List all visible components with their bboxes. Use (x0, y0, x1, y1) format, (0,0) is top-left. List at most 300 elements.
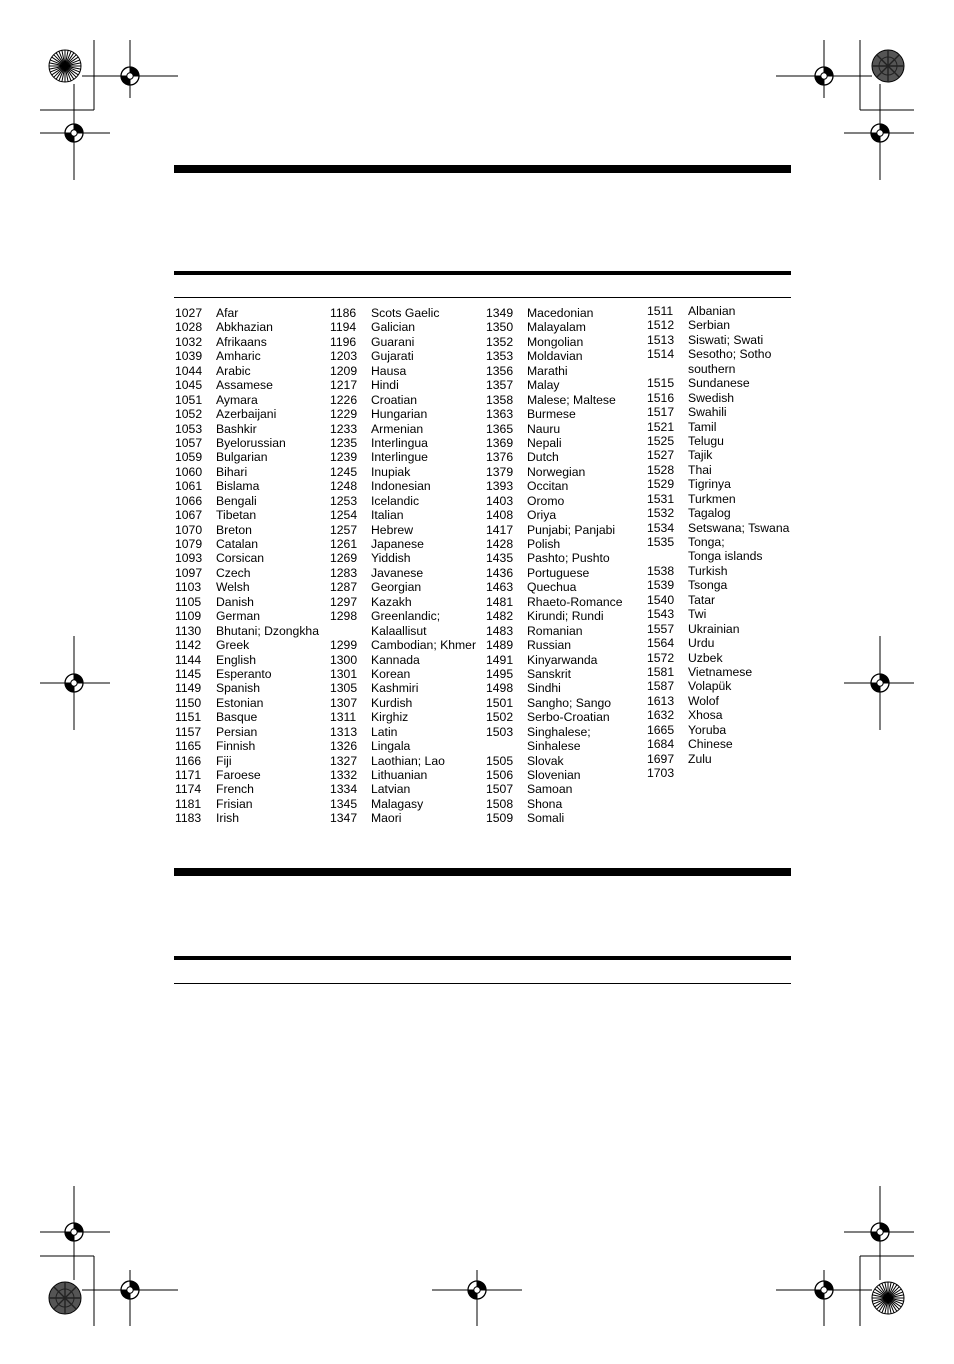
language-name: Indonesian (371, 479, 431, 494)
language-code-row (175, 725, 335, 739)
language-code-row (486, 422, 646, 436)
language-code-row (175, 523, 335, 537)
language-name: Volapük (688, 679, 732, 694)
language-name: Pashto; Pushto (527, 551, 610, 566)
language-name: Romanian (527, 623, 583, 638)
language-code-row (647, 723, 807, 737)
language-name: Afar (216, 306, 239, 320)
language-code: 1501 (486, 695, 514, 710)
language-name: Uzbek (688, 650, 723, 665)
language-code-row (330, 580, 490, 594)
language-name: Ukrainian (688, 621, 740, 636)
language-name: Esperanto (216, 666, 272, 681)
language-code-row (486, 710, 646, 724)
language-code-row (175, 537, 335, 551)
language-name: Mongolian (527, 334, 584, 349)
language-code-row (486, 754, 646, 768)
language-name: Latvian (371, 782, 411, 797)
language-name: Wolof (688, 693, 719, 708)
language-code: 1254 (330, 508, 358, 523)
language-code-row (486, 580, 646, 594)
language-code: 1235 (330, 435, 358, 450)
language-code: 1528 (647, 462, 675, 477)
language-code-row (330, 306, 490, 320)
language-name: Basque (216, 710, 258, 725)
language-code-row (330, 407, 490, 421)
language-code: 1166 (175, 753, 202, 768)
language-name: Quechua (527, 580, 577, 595)
language-name: Tajik (688, 448, 713, 463)
language-code: 1103 (175, 580, 202, 595)
language-name: Sangho; Sango (527, 695, 612, 710)
language-code-row (647, 521, 807, 535)
language-code: 1527 (647, 448, 675, 463)
language-code-row (486, 537, 646, 551)
language-code-row (330, 465, 490, 479)
language-name: Breton (216, 522, 252, 537)
language-code: 1408 (486, 508, 514, 523)
language-code-row (486, 782, 646, 796)
language-code: 1564 (647, 636, 675, 651)
language-code: 1613 (647, 693, 675, 708)
language-code-row (175, 710, 335, 724)
language-code-row (175, 595, 335, 609)
language-code-row (647, 362, 807, 376)
language-name: Spanish (216, 681, 261, 696)
language-code-row (647, 420, 807, 434)
language-code-row (486, 768, 646, 782)
language-name: Polish (527, 537, 561, 551)
language-code-row (486, 811, 646, 825)
language-name: Oromo (527, 493, 565, 508)
language-code-row (486, 797, 646, 811)
language-name: Burmese (527, 407, 576, 422)
language-name: Latin (371, 724, 398, 739)
language-code: 1109 (175, 609, 202, 624)
language-code: 1379 (486, 464, 514, 479)
language-code: 1203 (330, 349, 358, 364)
language-code-row (175, 739, 335, 753)
language-code: 1027 (175, 306, 203, 320)
language-name: Telugu (688, 433, 724, 448)
language-name: Portuguese (527, 565, 590, 580)
language-code: 1028 (175, 320, 203, 335)
language-code-row (330, 667, 490, 681)
language-name: Hausa (371, 363, 407, 378)
language-name: Interlingue (371, 450, 428, 465)
language-code-row (486, 306, 646, 320)
language-name: Icelandic (371, 493, 420, 508)
language-code: 1521 (647, 419, 675, 434)
language-name: Albanian (688, 304, 736, 318)
language-code: 1032 (175, 334, 203, 349)
language-code: 1507 (486, 782, 514, 797)
language-code: 1514 (647, 347, 675, 362)
language-name: Turkmen (688, 491, 736, 506)
language-code: 1482 (486, 609, 514, 624)
language-code-row (486, 609, 646, 623)
language-code: 1557 (647, 621, 675, 636)
language-name: Punjabi; Panjabi (527, 522, 616, 537)
language-name: Greek (216, 638, 250, 653)
language-code: 1502 (486, 710, 514, 725)
language-code-row (175, 566, 335, 580)
language-code: 1535 (647, 535, 675, 549)
language-name: Turkish (688, 563, 728, 578)
language-name: Interlingua (371, 435, 428, 450)
language-code-row (647, 347, 807, 361)
language-code: 1142 (175, 638, 202, 653)
language-code-row (330, 349, 490, 363)
language-name: Scots Gaelic (371, 306, 440, 320)
language-name: Serbian (688, 318, 731, 333)
language-code: 1517 (647, 405, 675, 420)
language-name: Bulgarian (216, 450, 268, 465)
language-code-row (175, 624, 335, 638)
language-code: 1287 (330, 580, 358, 595)
language-code-row (330, 595, 490, 609)
language-code-row (647, 694, 807, 708)
language-code: 1506 (486, 768, 514, 782)
language-name: Bhutani; Dzongkha (216, 623, 319, 638)
language-code-row (647, 766, 807, 780)
language-code-row (330, 450, 490, 464)
language-name: French (216, 782, 254, 797)
language-code-row (175, 422, 335, 436)
language-code: 1587 (647, 679, 675, 694)
language-code-row (330, 422, 490, 436)
language-code: 1248 (330, 479, 358, 494)
language-name: Hungarian (371, 407, 428, 422)
language-code: 1097 (175, 565, 203, 580)
language-code-row (486, 465, 646, 479)
language-code-row (330, 335, 490, 349)
language-name: Occitan (527, 479, 569, 494)
language-name: Catalan (216, 537, 259, 551)
language-code-row (175, 407, 335, 421)
language-code-row (330, 653, 490, 667)
language-name: Georgian (371, 580, 422, 595)
language-name: Urdu (688, 636, 715, 651)
language-name: Kurdish (371, 695, 413, 710)
language-name: Assamese (216, 378, 273, 393)
language-name: Vietnamese (688, 664, 753, 679)
language-code: 1061 (175, 479, 203, 494)
language-name: Siswati; Swati (688, 332, 764, 347)
language-code: 1327 (330, 753, 358, 768)
language-code-row (647, 636, 807, 650)
language-name: Korean (371, 666, 411, 681)
language-code-row (647, 564, 807, 578)
language-code: 1483 (486, 623, 514, 638)
language-code-row (486, 551, 646, 565)
language-code: 1297 (330, 594, 358, 609)
language-code: 1525 (647, 433, 675, 448)
language-code: 1509 (486, 811, 514, 826)
language-name: Swedish (688, 390, 735, 405)
language-code-row (647, 318, 807, 332)
language-code: 1217 (330, 378, 358, 393)
language-name: Nauru (527, 421, 561, 436)
language-code: 1417 (486, 522, 514, 537)
language-code-row (175, 638, 335, 652)
language-code-row (175, 782, 335, 796)
language-code: 1326 (330, 739, 358, 754)
language-code-row (647, 477, 807, 491)
language-code: 1531 (647, 491, 675, 506)
language-code-row (175, 696, 335, 710)
language-code: 1079 (175, 537, 203, 551)
language-code: 1298 (330, 609, 358, 624)
language-code-row (330, 378, 490, 392)
language-code-row (647, 593, 807, 607)
language-code: 1171 (175, 768, 202, 782)
language-code: 1498 (486, 681, 514, 696)
language-code: 1283 (330, 565, 358, 580)
language-name: Amharic (216, 349, 261, 364)
language-code-row (175, 580, 335, 594)
language-code: 1334 (330, 782, 358, 797)
language-code-row (486, 494, 646, 508)
language-code: 1145 (175, 666, 202, 681)
language-code-row (647, 506, 807, 520)
language-name: Abkhazian (216, 320, 273, 335)
language-code-row (647, 665, 807, 679)
language-code: 1363 (486, 407, 514, 422)
language-name: Norwegian (527, 464, 586, 479)
language-name: Tatar (688, 592, 716, 607)
language-code-row (175, 306, 335, 320)
language-name: Swahili (688, 405, 727, 420)
language-code-row (486, 320, 646, 334)
language-code-row (647, 549, 807, 563)
language-code: 1435 (486, 551, 514, 566)
language-code-row (330, 782, 490, 796)
language-code-row (486, 667, 646, 681)
language-name: Croatian (371, 392, 418, 407)
language-code-row (175, 508, 335, 522)
language-code-row (330, 393, 490, 407)
language-code-row (486, 696, 646, 710)
language-name: Kannada (371, 652, 420, 667)
language-code: 1051 (175, 392, 203, 407)
language-name: Azerbaijani (216, 407, 277, 422)
language-code: 1516 (647, 390, 675, 405)
language-code-row (486, 450, 646, 464)
language-name: Tonga islands (688, 549, 763, 564)
language-code: 1057 (175, 435, 203, 450)
language-name: Moldavian (527, 349, 583, 364)
language-code: 1045 (175, 378, 203, 393)
table-rule-bottom (174, 956, 791, 960)
language-code-row (330, 508, 490, 522)
language-code: 1350 (486, 320, 514, 335)
language-code: 1503 (486, 724, 514, 739)
table-footer-rule (174, 983, 791, 984)
language-code: 1151 (175, 710, 202, 725)
language-name: Aymara (216, 392, 258, 407)
language-name: Finnish (216, 739, 256, 754)
language-code: 1149 (175, 681, 202, 696)
language-code: 1067 (175, 508, 203, 523)
language-code-row (486, 681, 646, 695)
language-code: 1053 (175, 421, 203, 436)
language-code: 1436 (486, 565, 514, 580)
language-name: Malagasy (371, 796, 424, 811)
language-code-row (175, 479, 335, 493)
section-rule-bottom (174, 868, 791, 876)
language-code-row (486, 335, 646, 349)
language-code-row (330, 624, 490, 638)
language-name: southern (688, 361, 736, 376)
language-code: 1581 (647, 664, 675, 679)
language-code: 1529 (647, 477, 675, 492)
language-code-row (486, 436, 646, 450)
language-code: 1491 (486, 652, 514, 667)
language-code-row (486, 364, 646, 378)
language-code-row (330, 320, 490, 334)
language-code: 1181 (175, 796, 202, 811)
language-name: Xhosa (688, 708, 723, 723)
language-code-row (330, 739, 490, 753)
language-code-row (486, 407, 646, 421)
language-code: 1299 (330, 638, 358, 653)
language-name: Tibetan (216, 508, 257, 523)
language-name: Faroese (216, 768, 261, 782)
language-code: 1353 (486, 349, 514, 364)
language-code: 1543 (647, 607, 675, 622)
language-code-row (175, 320, 335, 334)
language-name: Byelorussian (216, 435, 286, 450)
language-code: 1358 (486, 392, 514, 407)
language-name: Kalaallisut (371, 623, 427, 638)
language-code-row (486, 349, 646, 363)
language-code-row (647, 607, 807, 621)
language-code-row (175, 797, 335, 811)
language-code-row (330, 710, 490, 724)
language-name: Kinyarwanda (527, 652, 598, 667)
language-code-row (647, 737, 807, 751)
language-code-row (175, 335, 335, 349)
language-name: Arabic (216, 363, 251, 378)
language-code: 1332 (330, 768, 358, 782)
language-code: 1150 (175, 695, 202, 710)
language-code-row (647, 535, 807, 549)
language-name: Javanese (371, 565, 424, 580)
language-name: Bihari (216, 464, 248, 479)
language-code-row (647, 492, 807, 506)
language-code: 1044 (175, 363, 203, 378)
language-name: Tsonga (688, 578, 728, 593)
language-name: Yiddish (371, 551, 411, 566)
language-code: 1070 (175, 522, 203, 537)
language-name: Bengali (216, 493, 257, 508)
language-code: 1060 (175, 464, 203, 479)
language-code-row (647, 622, 807, 636)
language-code: 1376 (486, 450, 514, 465)
language-name: Corsican (216, 551, 265, 566)
language-code: 1157 (175, 724, 202, 739)
language-code-row (330, 566, 490, 580)
language-code-row (175, 667, 335, 681)
language-name: Tagalog (688, 506, 731, 521)
language-code: 1301 (330, 666, 358, 681)
language-name: Kirundi; Rundi (527, 609, 604, 624)
language-code: 1300 (330, 652, 358, 667)
language-code: 1253 (330, 493, 358, 508)
language-code-row (175, 609, 335, 623)
language-name: Thai (688, 462, 712, 477)
language-name: Dutch (527, 450, 559, 465)
language-code: 1513 (647, 332, 675, 347)
language-code: 1059 (175, 450, 203, 465)
language-name: Lithuanian (371, 768, 428, 782)
language-code-row (486, 378, 646, 392)
language-name: Frisian (216, 796, 253, 811)
language-code-row (330, 681, 490, 695)
language-name: Serbo-Croatian (527, 710, 610, 725)
language-code-row (647, 463, 807, 477)
language-code-column-4 (647, 304, 807, 780)
language-code: 1174 (175, 782, 202, 797)
language-name: Rhaeto-Romance (527, 594, 623, 609)
language-code: 1508 (486, 796, 514, 811)
language-code: 1539 (647, 578, 675, 593)
language-code: 1369 (486, 435, 514, 450)
language-name: Laothian; Lao (371, 753, 445, 768)
language-name: Yoruba (688, 722, 727, 737)
language-name: Marathi (527, 363, 568, 378)
language-code: 1356 (486, 363, 514, 378)
language-code: 1093 (175, 551, 203, 566)
language-code: 1313 (330, 724, 358, 739)
language-code: 1144 (175, 652, 202, 667)
language-code-row (486, 479, 646, 493)
language-code-row (486, 638, 646, 652)
language-name: Zulu (688, 751, 712, 766)
language-name: Maori (371, 811, 402, 826)
language-code: 1261 (330, 537, 358, 551)
language-code: 1572 (647, 650, 675, 665)
language-code-row (330, 523, 490, 537)
language-code: 1428 (486, 537, 514, 551)
language-code-row (486, 725, 646, 739)
language-code: 1532 (647, 506, 675, 521)
language-name: English (216, 652, 256, 667)
language-code-row (647, 752, 807, 766)
language-name: Somali (527, 811, 565, 826)
language-name: Persian (216, 724, 258, 739)
language-code: 1229 (330, 407, 358, 422)
language-name: Japanese (371, 537, 424, 551)
language-name: Cambodian; Khmer (371, 638, 476, 653)
language-code-row (330, 436, 490, 450)
language-code: 1186 (330, 306, 357, 320)
language-code: 1393 (486, 479, 514, 494)
language-name: Singhalese; (527, 724, 591, 739)
language-name: Kashmiri (371, 681, 419, 696)
language-code-row (175, 436, 335, 450)
language-code: 1305 (330, 681, 358, 696)
language-code-column-1 (175, 306, 335, 826)
language-code-row (647, 679, 807, 693)
language-code: 1245 (330, 464, 358, 479)
language-name: Greenlandic; (371, 609, 441, 624)
language-name: Armenian (371, 421, 424, 436)
language-code-row (330, 494, 490, 508)
language-code-row (330, 551, 490, 565)
language-name: Hebrew (371, 522, 413, 537)
